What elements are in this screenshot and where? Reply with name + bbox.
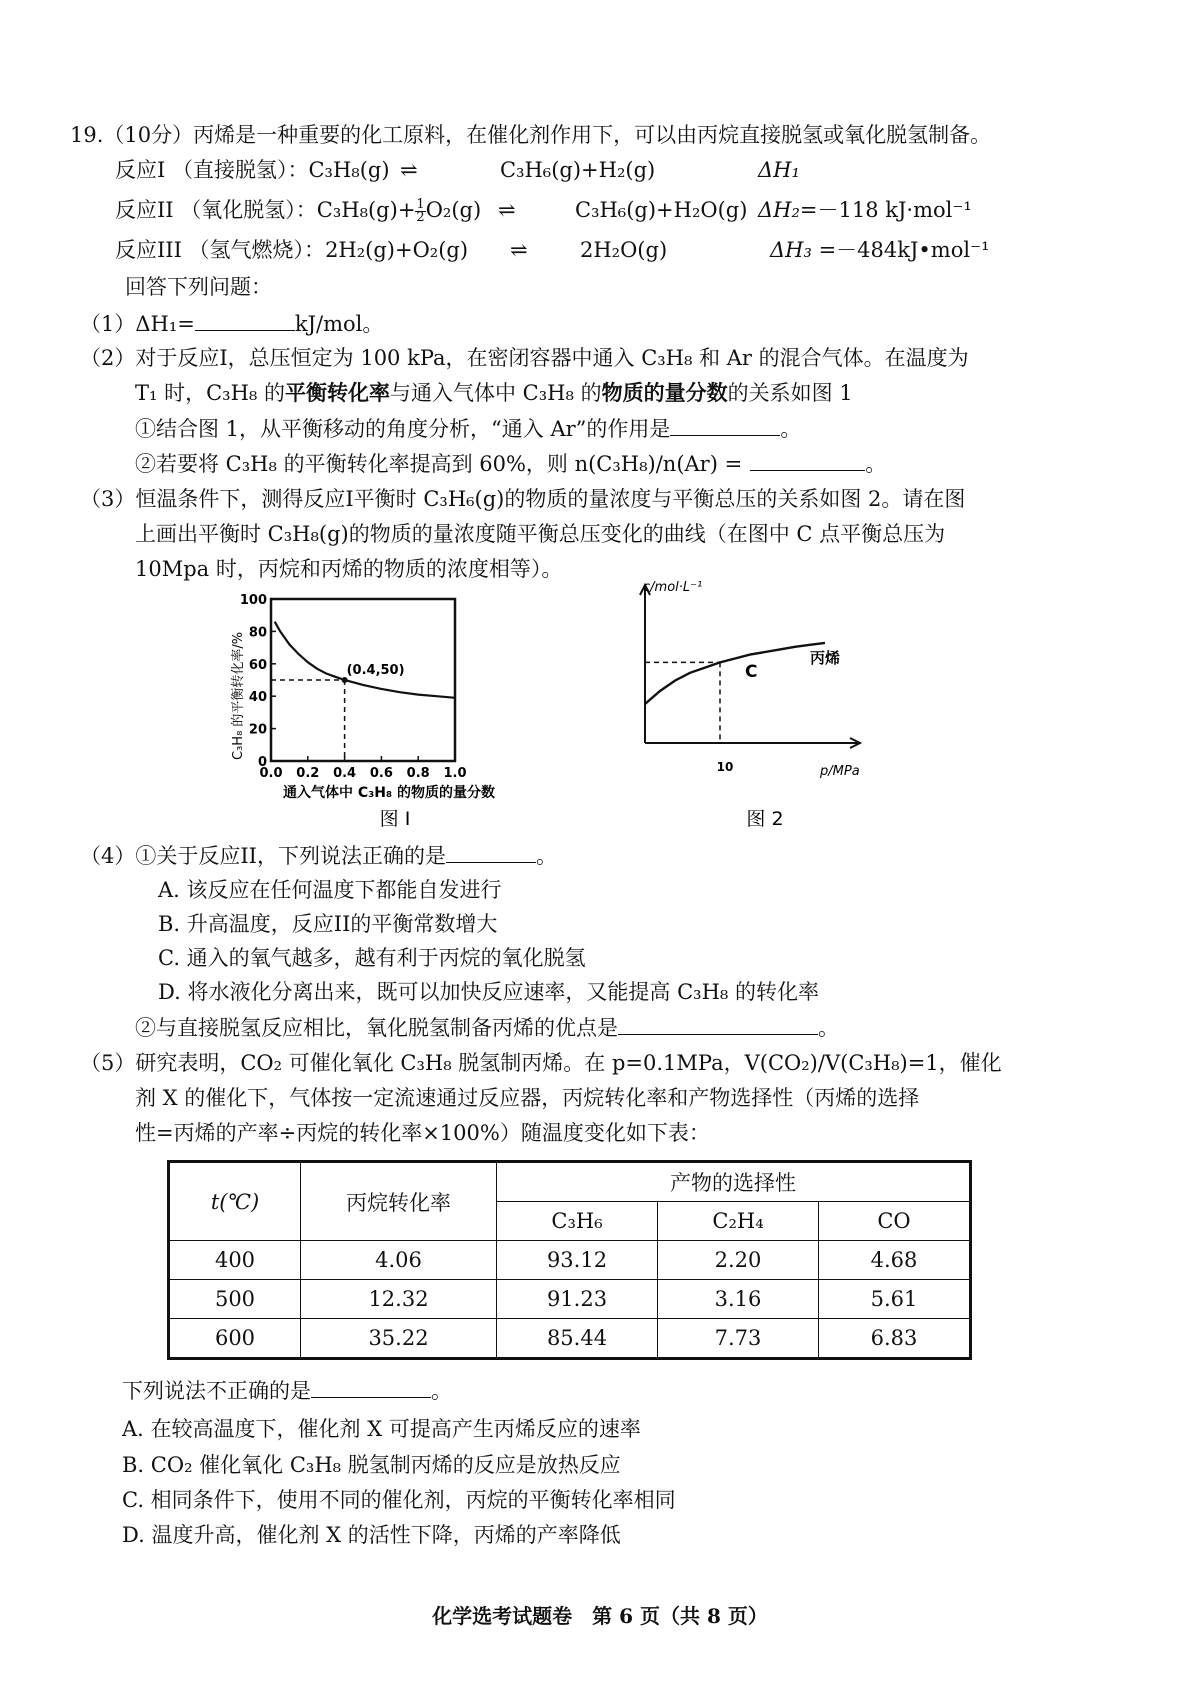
- reaction-label: 反应I （直接脱氢）：: [115, 158, 309, 182]
- dh-symbol: ΔH₃ =: [770, 238, 837, 262]
- y-tick-label: 0: [257, 755, 267, 770]
- table-row: 400 4.06 93.12 2.20 4.68: [169, 1241, 971, 1280]
- question-intro: （10分）丙烯是一种重要的化工原料，在催化剂作用下，可以由丙烷直接脱氢或氧化脱氢制备。: [103, 123, 992, 147]
- dh-value: －118 kJ·mol⁻¹: [817, 198, 972, 222]
- y-tick-label: 60: [248, 657, 267, 673]
- chart-title: 图 2: [746, 808, 784, 830]
- x-tick-label: 0.2: [296, 766, 320, 781]
- q5-option-a: A. 在较高温度下，催化剂 X 可提高产生丙烯反应的速率: [122, 1417, 641, 1441]
- q5-stem: 下列说法不正确的是 。: [122, 1375, 452, 1406]
- header-c2h4: C₂H₄: [658, 1202, 819, 1241]
- reaction-right: 2H₂O(g): [580, 238, 668, 262]
- bold-term: 物质的量分数: [601, 380, 728, 405]
- q3-line-3: 10Mpa 时，丙烷和丙烯的物质的浓度相等）。: [135, 557, 563, 581]
- x-tick-label: 0.4: [333, 766, 357, 781]
- x-tick-label: 0.8: [406, 766, 430, 781]
- y-axis-label: C₃H₈ 的平衡转化率/%: [231, 631, 246, 760]
- series-label: 丙烯: [810, 649, 841, 667]
- q3-line-2: 上画出平衡时 C₃H₈(g)的物质的量浓度随平衡总压变化的曲线（在图中 C 点平衡总压为: [135, 522, 946, 546]
- y-tick-label: 20: [248, 722, 267, 738]
- answer-blank[interactable]: [311, 1375, 431, 1398]
- x-axis-label: p/MPa: [820, 764, 860, 779]
- question-1: [80, 308, 383, 339]
- header-conversion: 丙烷转化率: [301, 1162, 497, 1241]
- reaction-dh: [770, 235, 990, 265]
- q2-sub-2: ②若要将 C₃H₈ 的平衡转化率提高到 60%，则 n(C₃H₈)/n(Ar) = 。: [135, 448, 886, 479]
- reaction-right: C₃H₆(g)+H₂(g): [500, 158, 656, 182]
- reaction-left: C₃H₈(g)+: [316, 198, 416, 222]
- reaction-label: 反应II （氧化脱氢）：: [115, 198, 317, 222]
- x-tick-label: 1.0: [443, 766, 467, 781]
- y-tick-label: 100: [239, 593, 267, 608]
- q4-option-a: A. 该反应在任何温度下都能自发进行: [158, 878, 502, 902]
- x-tick-label: 0.6: [369, 766, 393, 781]
- dh-value: －484kJ•mol⁻¹: [836, 238, 990, 262]
- reaction-2: [115, 195, 481, 225]
- table-row: 600 35.22 85.44 7.73 6.83: [169, 1319, 971, 1359]
- header-selectivity: 产物的选择性: [497, 1162, 971, 1202]
- one-half-fraction: $\frac{1}{2}$: [416, 197, 425, 225]
- page-footer: 化学选考试题卷 第 6 页（共 8 页）: [432, 1604, 768, 1628]
- q1-suffix: kJ/mol。: [294, 312, 384, 336]
- q3-line-1: （3）恒温条件下，测得反应I平衡时 C₃H₆(g)的物质的量浓度与平衡总压的关系如图 2。请在图: [80, 487, 966, 511]
- reaction-left: 2H₂(g)+O₂(g): [325, 238, 469, 262]
- header-c3h6: C₃H₆: [497, 1202, 658, 1241]
- q2-line-2: T₁ 时，C₃H₈ 的平衡转化率与通入气体中 C₃H₈ 的物质的量分数的关系如图 1: [135, 380, 853, 405]
- q5-line-1: （5）研究表明，CO₂ 可催化氧化 C₃H₈ 脱氢制丙烯。在 p=0.1MPa，V(CO₂)/V(C₃H₈)=1，催化: [80, 1051, 1002, 1075]
- bold-term: 平衡转化率: [285, 380, 390, 405]
- x-axis-label: 通入气体中 C₃H₈ 的物质的量分数: [283, 785, 496, 801]
- equilibrium-arrow-icon: ⇌: [510, 238, 528, 262]
- q4-option-d: D. 将水液化分离出来，既可以加快反应速率，又能提高 C₃H₈ 的转化率: [158, 980, 820, 1004]
- reaction-left-b: O₂(g): [425, 198, 482, 222]
- reaction-dh: [758, 155, 800, 185]
- answer-blank[interactable]: [195, 308, 295, 331]
- q5-line-2: 剂 X 的催化下，气体按一定流速通过反应器，丙烷转化率和产物选择性（丙烯的选择: [135, 1086, 920, 1110]
- q4-option-c: C. 通入的氧气越多，越有利于丙烷的氧化脱氢: [158, 946, 586, 970]
- q4-stem: （4）①关于反应II，下列说法正确的是 。: [80, 840, 557, 871]
- series-line: [275, 622, 455, 698]
- question-header: [70, 120, 991, 150]
- y-axis-label: c/mol·L⁻¹: [643, 580, 703, 595]
- x-tick-label: 0.0: [259, 766, 283, 781]
- question-number: 19.: [70, 123, 104, 147]
- figure-2-chart: [625, 575, 885, 835]
- q4-option-b: B. 升高温度，反应II的平衡常数增大: [158, 912, 498, 936]
- annotation-label: (0.4,50): [346, 663, 405, 678]
- point-c-label: C: [745, 662, 758, 682]
- q5-option-d: D. 温度升高，催化剂 X 的活性下降，丙烯的产率降低: [122, 1523, 621, 1547]
- q4-sub-2: ②与直接脱氢反应相比，氧化脱氢制备丙烯的优点是 。: [135, 1012, 839, 1043]
- reaction-label: 反应III （氢气燃烧）：: [115, 238, 326, 262]
- answer-blank[interactable]: [446, 840, 536, 863]
- table-row: 500 12.32 91.23 3.16 5.61: [169, 1280, 971, 1319]
- q2-line-1: （2）对于反应I，总压恒定为 100 kPa，在密闭容器中通入 C₃H₈ 和 Ar 的混合气体。在温度为: [80, 346, 969, 370]
- prompt-text: 回答下列问题：: [125, 275, 272, 299]
- q5-line-3: 性=丙烯的产率÷丙烷的转化率×100%）随温度变化如下表：: [135, 1121, 710, 1145]
- y-tick-label: 80: [248, 625, 267, 641]
- y-tick-label: 40: [248, 690, 267, 706]
- reaction-1: [115, 155, 390, 185]
- reaction-left: C₃H₈(g): [308, 158, 390, 182]
- q1-prefix: （1）ΔH₁=: [80, 312, 195, 336]
- selectivity-table: [167, 1160, 972, 1360]
- series-line: [645, 643, 825, 704]
- reaction-3: [115, 235, 468, 265]
- dh-symbol: ΔH₂=: [758, 198, 818, 222]
- chart-title: 图 I: [379, 808, 411, 830]
- equilibrium-arrow-icon: ⇌: [400, 158, 418, 182]
- answer-blank[interactable]: [618, 1012, 818, 1035]
- reaction-right: C₃H₆(g)+H₂O(g): [575, 198, 748, 222]
- q2-sub-1: ①结合图 1，从平衡移动的角度分析，“通入 Ar”的作用是 。: [135, 413, 801, 444]
- header-temperature: t(℃): [169, 1162, 301, 1241]
- q5-option-b: B. CO₂ 催化氧化 C₃H₈ 脱氢制丙烯的反应是放热反应: [122, 1453, 621, 1477]
- header-co: CO: [819, 1202, 971, 1241]
- reaction-dh: [758, 195, 972, 225]
- dh-symbol: ΔH₁: [758, 158, 800, 182]
- x-tick-label: 10: [716, 760, 734, 774]
- figure-1-chart: [225, 585, 525, 835]
- answer-blank[interactable]: [670, 413, 780, 436]
- equilibrium-arrow-icon: ⇌: [498, 198, 516, 222]
- answer-blank[interactable]: [750, 448, 865, 471]
- q5-option-c: C. 相同条件下，使用不同的催化剂，丙烷的平衡转化率相同: [122, 1488, 676, 1512]
